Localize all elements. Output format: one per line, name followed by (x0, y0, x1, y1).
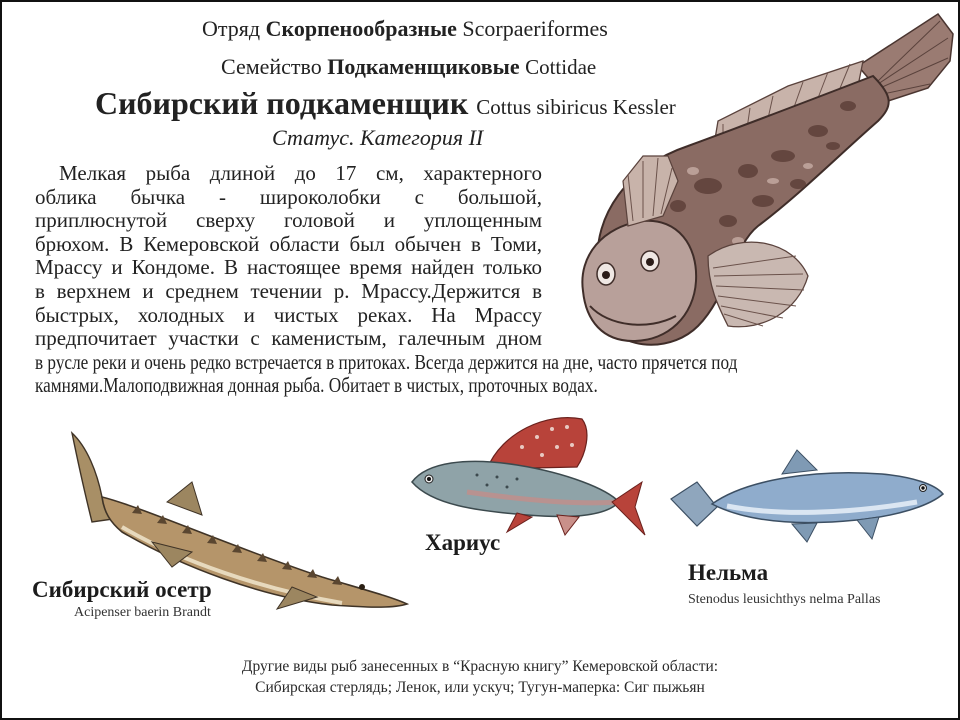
description-line: быстрых, холодных и чистых реках. На Мрассу (35, 302, 542, 327)
nelma-caption (688, 560, 880, 608)
footer-note (2, 656, 958, 698)
description-line: приплюснутой сверху головой и уплощенным (35, 208, 542, 233)
footer-line-2: Сибирская стерлядь; Ленок, или ускуч; Тугун-маперка: Сиг пыжьян (255, 679, 705, 696)
description-line: Мрассу и Кондоме. В настоящее время найден только (35, 255, 542, 280)
sculpin-illustration (558, 6, 958, 366)
status-line: Статус. Категория II (272, 125, 484, 150)
description-line-text: камнями.Малоподвижная донная рыба. Обитает в чистых, проточных водах. (35, 373, 598, 398)
species-name-ru: Сибирский подкаменщик (95, 85, 469, 121)
description-line: предпочитает участки с каменистым, галечным дном (35, 326, 542, 351)
family-name-lat: Cottidae (525, 55, 597, 79)
order-name-ru: Скорпенообразные (265, 16, 457, 41)
description-line: брюхом. В Кемеровской области был обычен в Томи, (35, 231, 542, 256)
family-name-ru: Подкаменщиковые (327, 54, 520, 79)
nelma-name: Нельма (688, 560, 769, 585)
species-name-lat: Cottus sibiricus Kessler (476, 95, 676, 119)
description-line-text: в русле реки и очень редко встречается в притоках. Всегда держится на дне, часто прячется под (35, 349, 738, 374)
order-name-lat: Scorpaeriformes (462, 16, 608, 41)
sturgeon-name: Сибирский осетр (32, 577, 212, 602)
sturgeon-latin: Acipenser baerin Brandt (74, 605, 211, 620)
description-line (35, 374, 928, 398)
description-line: Мелкая рыба длиной до 17 см, характерного (59, 161, 542, 185)
order-prefix: Отряд (202, 16, 261, 41)
family-prefix: Семейство (221, 54, 322, 79)
family-line (221, 54, 596, 80)
footer-line-1: Другие виды рыб занесенных в “Красную книгу” Кемеровской области: (241, 658, 719, 675)
grayling-name: Хариус (425, 530, 501, 555)
nelma-latin: Stenodus leusichthys nelma Pallas (688, 592, 881, 607)
description-line: облика бычка - широколобки с большой, (35, 184, 542, 209)
sturgeon-caption (32, 577, 212, 621)
order-line (202, 16, 608, 42)
description-line: в верхнем и среднем течении р. Мрассу.Держится в (35, 278, 542, 303)
nelma-illustration (667, 444, 947, 554)
